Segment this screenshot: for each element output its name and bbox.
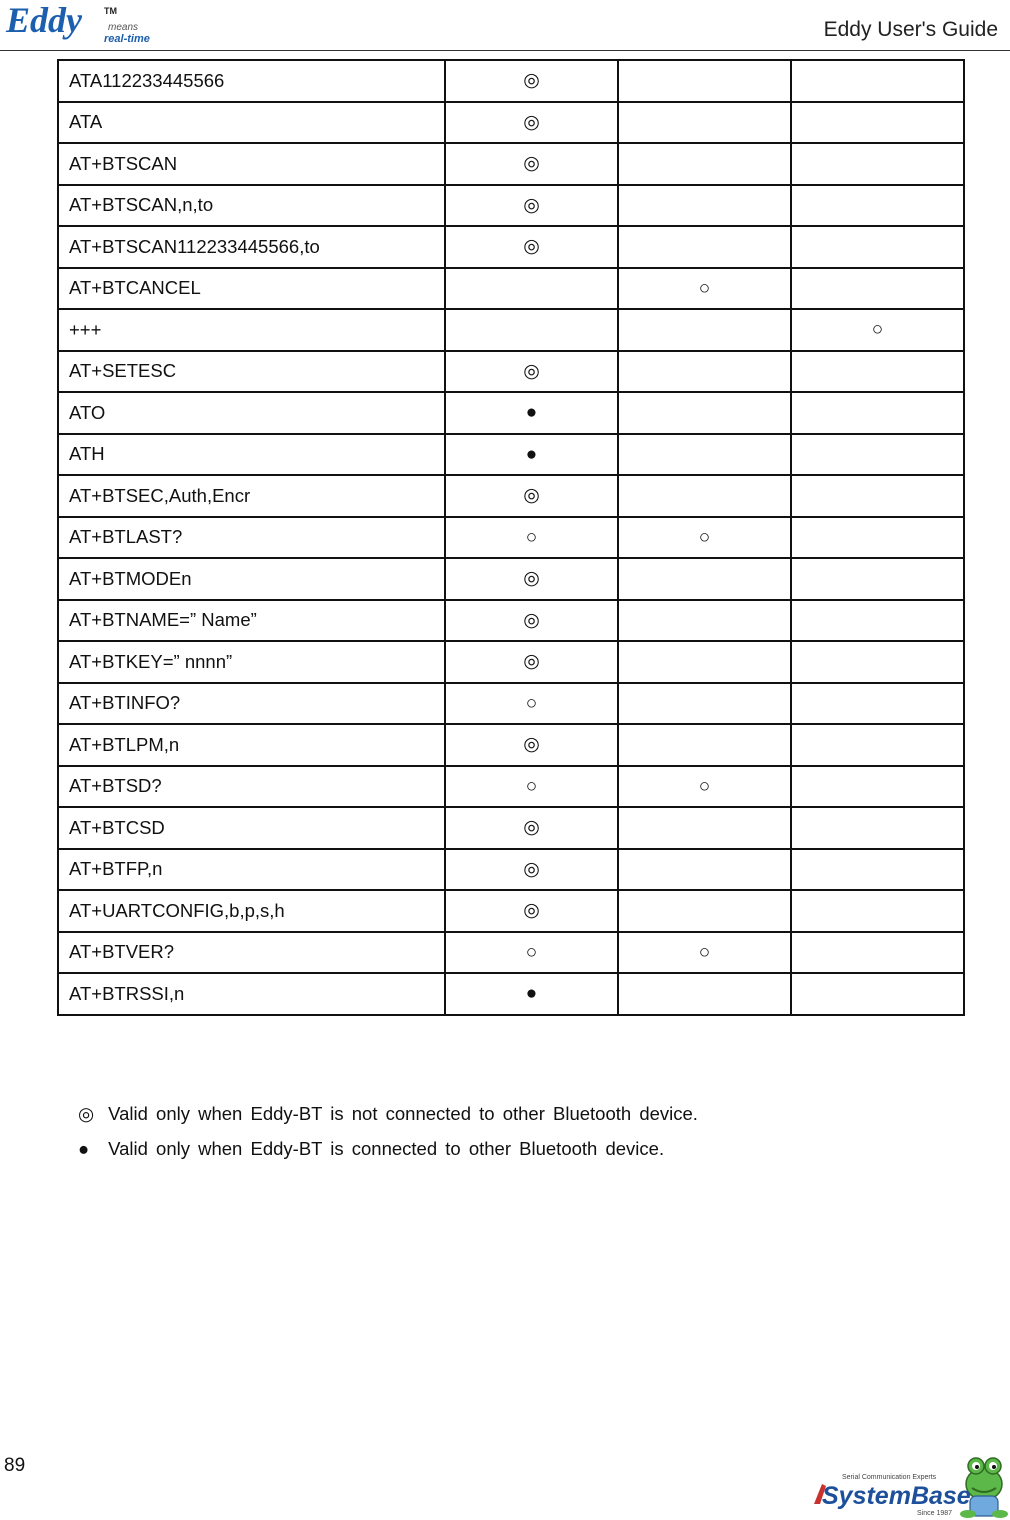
mark-cell-2 xyxy=(618,143,791,185)
mark-cell-2 xyxy=(618,309,791,351)
mark-cell-1: ● xyxy=(445,973,618,1015)
mark-cell-3 xyxy=(791,60,964,102)
command-cell: AT+BTSCAN112233445566,to xyxy=(58,226,445,268)
mark-cell-2 xyxy=(618,641,791,683)
mark-cell-3 xyxy=(791,434,964,476)
mark-cell-2 xyxy=(618,973,791,1015)
command-cell: AT+BTINFO? xyxy=(58,683,445,725)
table-row xyxy=(58,641,964,683)
eddy-logo-tagline-2: real-time xyxy=(104,33,150,45)
mark-cell-3 xyxy=(791,392,964,434)
command-cell: AT+BTCANCEL xyxy=(58,268,445,310)
legend-item-connected xyxy=(78,1138,664,1160)
table-row xyxy=(58,973,964,1015)
table-row xyxy=(58,143,964,185)
table-row xyxy=(58,724,964,766)
mark-cell-2 xyxy=(618,226,791,268)
mark-cell-2 xyxy=(618,724,791,766)
mark-cell-3 xyxy=(791,600,964,642)
table-row xyxy=(58,683,964,725)
mark-cell-2 xyxy=(618,890,791,932)
table-row xyxy=(58,517,964,559)
legend-text-connected: Valid only when Eddy-BT is connected to other Bluetooth device. xyxy=(108,1138,665,1159)
command-cell: ATH xyxy=(58,434,445,476)
systembase-logo-tagline: Serial Communication Experts xyxy=(842,1474,937,1481)
mark-cell-2: ○ xyxy=(618,517,791,559)
mark-cell-1: ○ xyxy=(445,517,618,559)
mark-cell-2 xyxy=(618,102,791,144)
at-command-table-body xyxy=(58,60,964,1015)
document-title: Eddy User's Guide xyxy=(823,18,998,41)
mark-cell-1: ◎ xyxy=(445,641,618,683)
filled-dot-icon: ● xyxy=(78,1138,90,1159)
systembase-logo xyxy=(812,1444,1008,1520)
mark-cell-2 xyxy=(618,185,791,227)
mark-cell-3 xyxy=(791,351,964,393)
mark-cell-1: ◎ xyxy=(445,724,618,766)
command-cell: AT+BTLPM,n xyxy=(58,724,445,766)
command-cell: AT+BTFP,n xyxy=(58,849,445,891)
mark-cell-1: ◎ xyxy=(445,185,618,227)
mark-cell-1: ◎ xyxy=(445,143,618,185)
mark-cell-1 xyxy=(445,309,618,351)
mark-cell-2 xyxy=(618,351,791,393)
systembase-logo-word: SystemBase xyxy=(822,1482,971,1510)
legend-text-not-connected: Valid only when Eddy-BT is not connected to other Bluetooth device. xyxy=(108,1103,698,1124)
legend-item-not-connected xyxy=(78,1103,698,1125)
mark-cell-2 xyxy=(618,600,791,642)
mark-cell-3 xyxy=(791,683,964,725)
mark-cell-3 xyxy=(791,766,964,808)
command-cell: AT+BTSCAN xyxy=(58,143,445,185)
mark-cell-3 xyxy=(791,143,964,185)
table-row xyxy=(58,309,964,351)
table-row xyxy=(58,558,964,600)
command-cell: AT+UARTCONFIG,b,p,s,h xyxy=(58,890,445,932)
mark-cell-2 xyxy=(618,807,791,849)
mark-cell-2: ○ xyxy=(618,766,791,808)
command-cell: ATA xyxy=(58,102,445,144)
mark-cell-3 xyxy=(791,517,964,559)
command-cell: AT+BTRSSI,n xyxy=(58,973,445,1015)
header-divider xyxy=(0,50,1010,51)
mark-cell-3 xyxy=(791,641,964,683)
mark-cell-3 xyxy=(791,475,964,517)
mark-cell-3 xyxy=(791,558,964,600)
mark-cell-3 xyxy=(791,185,964,227)
mark-cell-3 xyxy=(791,724,964,766)
table-row xyxy=(58,351,964,393)
mark-cell-1: ◎ xyxy=(445,849,618,891)
mark-cell-3 xyxy=(791,932,964,974)
command-cell: AT+BTSD? xyxy=(58,766,445,808)
eddy-logo-tagline-1: means xyxy=(108,22,139,33)
mark-cell-1 xyxy=(445,268,618,310)
mark-cell-1: ◎ xyxy=(445,558,618,600)
at-command-table xyxy=(57,59,965,1016)
command-cell: +++ xyxy=(58,309,445,351)
command-cell: AT+SETESC xyxy=(58,351,445,393)
table-row xyxy=(58,475,964,517)
command-cell: ATO xyxy=(58,392,445,434)
mark-cell-2 xyxy=(618,475,791,517)
table-row xyxy=(58,890,964,932)
table-row xyxy=(58,807,964,849)
command-cell: AT+BTLAST? xyxy=(58,517,445,559)
mark-cell-3 xyxy=(791,102,964,144)
mark-cell-3: ○ xyxy=(791,309,964,351)
mark-cell-1: ○ xyxy=(445,766,618,808)
command-cell: AT+BTMODEn xyxy=(58,558,445,600)
mark-cell-3 xyxy=(791,226,964,268)
page-number: 89 xyxy=(4,1455,26,1476)
double-circle-icon: ◎ xyxy=(78,1103,95,1124)
eddy-logo-tm: TM xyxy=(104,6,117,16)
table-row xyxy=(58,600,964,642)
command-cell: AT+BTSEC,Auth,Encr xyxy=(58,475,445,517)
mark-cell-1: ◎ xyxy=(445,890,618,932)
mark-cell-3 xyxy=(791,268,964,310)
mark-cell-1: ◎ xyxy=(445,600,618,642)
table-row xyxy=(58,392,964,434)
command-cell: AT+BTKEY=” nnnn” xyxy=(58,641,445,683)
systembase-logo-since: Since 1987 xyxy=(917,1510,953,1517)
command-cell: AT+BTCSD xyxy=(58,807,445,849)
table-row xyxy=(58,226,964,268)
command-cell: AT+BTSCAN,n,to xyxy=(58,185,445,227)
mark-cell-2 xyxy=(618,558,791,600)
mark-cell-1: ◎ xyxy=(445,807,618,849)
table-row xyxy=(58,268,964,310)
mark-cell-2 xyxy=(618,392,791,434)
mark-cell-1: ○ xyxy=(445,683,618,725)
mark-cell-2 xyxy=(618,683,791,725)
mark-cell-3 xyxy=(791,807,964,849)
mark-cell-1: ○ xyxy=(445,932,618,974)
mark-cell-1: ● xyxy=(445,392,618,434)
eddy-logo xyxy=(4,2,164,46)
mark-cell-2: ○ xyxy=(618,268,791,310)
mark-cell-2 xyxy=(618,60,791,102)
mark-cell-1: ◎ xyxy=(445,475,618,517)
command-cell: AT+BTVER? xyxy=(58,932,445,974)
mark-cell-2 xyxy=(618,849,791,891)
table-row xyxy=(58,185,964,227)
mark-cell-1: ● xyxy=(445,434,618,476)
mark-cell-1: ◎ xyxy=(445,351,618,393)
mark-cell-1: ◎ xyxy=(445,226,618,268)
eddy-logo-word: Eddy xyxy=(6,2,82,40)
mark-cell-3 xyxy=(791,849,964,891)
mark-cell-2: ○ xyxy=(618,932,791,974)
mark-cell-1: ◎ xyxy=(445,102,618,144)
table-row xyxy=(58,849,964,891)
table-row xyxy=(58,434,964,476)
command-cell: AT+BTNAME=” Name” xyxy=(58,600,445,642)
table-row xyxy=(58,932,964,974)
mark-cell-3 xyxy=(791,973,964,1015)
mark-cell-1: ◎ xyxy=(445,60,618,102)
mark-cell-2 xyxy=(618,434,791,476)
table-row xyxy=(58,60,964,102)
command-cell: ATA112233445566 xyxy=(58,60,445,102)
mark-cell-3 xyxy=(791,890,964,932)
table-row xyxy=(58,102,964,144)
table-row xyxy=(58,766,964,808)
